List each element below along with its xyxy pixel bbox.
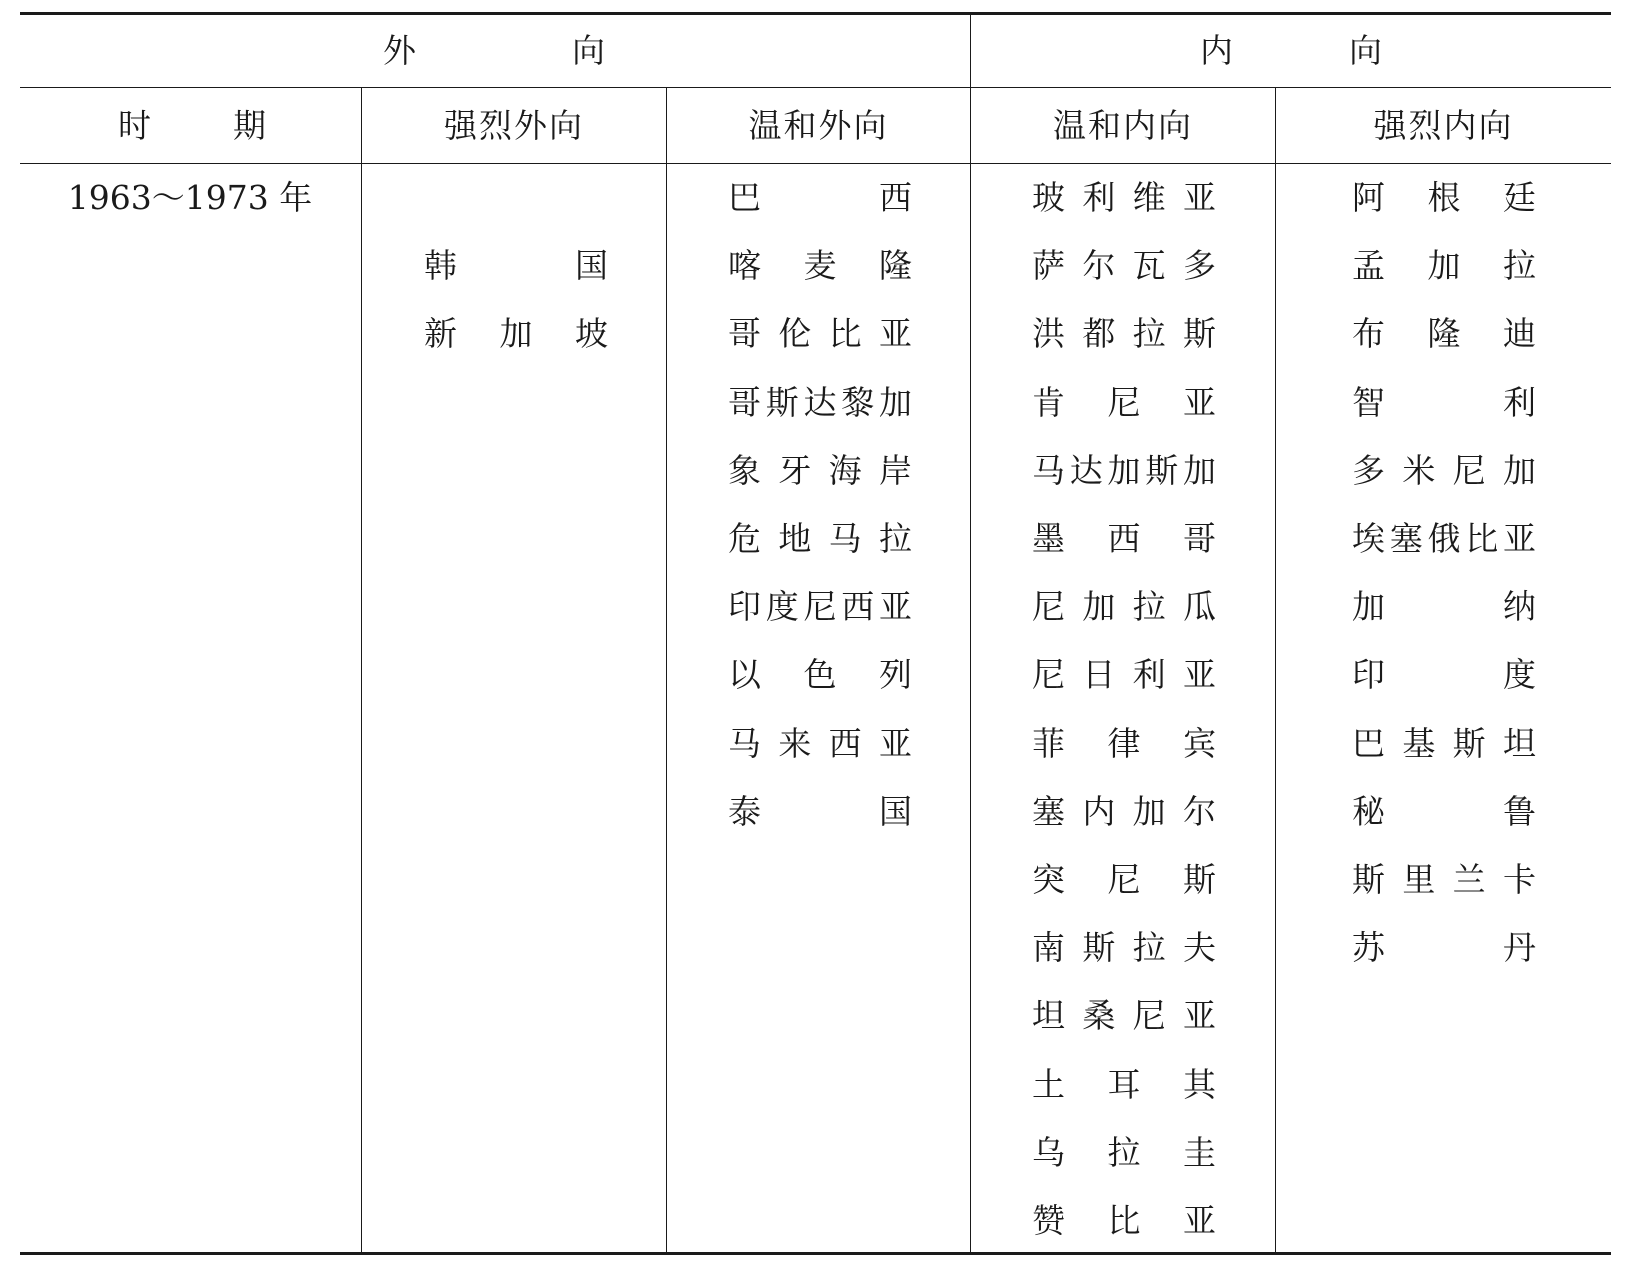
country-name: 布 隆 迪 xyxy=(1352,314,1536,354)
country-name: 韩 国 xyxy=(424,246,608,286)
header-rule-2 xyxy=(20,163,1611,164)
col-divider-4 xyxy=(1275,88,1276,1252)
header-inward: 内 向 xyxy=(1200,31,1382,70)
country-name: 泰 国 xyxy=(728,791,912,831)
header-moderate-outward: 温和外向 xyxy=(748,106,889,145)
country-name: 马 达 加 斯 加 xyxy=(1032,450,1216,490)
header-strong-inward: 强烈内向 xyxy=(1373,106,1514,145)
country-name: 智 利 xyxy=(1352,382,1536,422)
country-name: 萨 尔 瓦 多 xyxy=(1032,246,1216,286)
country-name: 哥 伦 比 亚 xyxy=(728,314,912,354)
col-divider-2 xyxy=(666,88,667,1252)
country-name: 哥 斯 达 黎 加 xyxy=(728,382,912,422)
country-name: 秘 鲁 xyxy=(1352,791,1536,831)
country-name: 多 米 尼 加 xyxy=(1352,450,1536,490)
country-name: 印 度 尼 西 亚 xyxy=(728,587,912,627)
country-name: 象 牙 海 岸 xyxy=(728,450,912,490)
col-divider-3 xyxy=(970,14,971,1252)
header-rule-1 xyxy=(20,87,1611,88)
country-name: 玻 利 维 亚 xyxy=(1032,178,1216,217)
country-name: 坦 桑 尼 亚 xyxy=(1032,996,1216,1036)
country-name: 以 色 列 xyxy=(728,655,912,695)
country-name: 洪 都 拉 斯 xyxy=(1032,314,1216,354)
country-name: 新 加 坡 xyxy=(424,314,608,354)
country-name: 孟 加 拉 xyxy=(1352,246,1536,286)
country-name: 墨 西 哥 xyxy=(1032,519,1216,558)
country-name: 苏 丹 xyxy=(1352,928,1536,968)
col-divider-1 xyxy=(361,88,362,1252)
country-name: 尼 加 拉 瓜 xyxy=(1032,587,1216,627)
country-name: 塞 内 加 尔 xyxy=(1032,791,1216,831)
country-name: 肯 尼 亚 xyxy=(1032,382,1216,422)
header-period: 时 期 xyxy=(118,106,266,145)
country-name: 加 纳 xyxy=(1352,587,1536,627)
header-outward: 外 向 xyxy=(383,31,605,70)
country-name: 埃 塞 俄 比 亚 xyxy=(1352,519,1536,558)
country-name: 南 斯 拉 夫 xyxy=(1032,928,1216,968)
country-name: 喀 麦 隆 xyxy=(728,246,912,286)
country-name: 危 地 马 拉 xyxy=(728,519,912,558)
country-name: 突 尼 斯 xyxy=(1032,860,1216,899)
country-name: 巴 西 xyxy=(728,178,912,217)
period-cell: 1963～1973 年 xyxy=(67,178,313,217)
country-name: 土 耳 其 xyxy=(1032,1064,1216,1104)
country-name: 尼 日 利 亚 xyxy=(1032,655,1216,695)
country-name: 菲 律 宾 xyxy=(1032,723,1216,763)
country-name: 赞 比 亚 xyxy=(1032,1201,1216,1240)
header-strong-outward: 强烈外向 xyxy=(444,106,584,145)
country-name: 阿 根 廷 xyxy=(1352,178,1536,217)
country-name: 乌 拉 圭 xyxy=(1032,1132,1216,1172)
country-name: 斯 里 兰 卡 xyxy=(1352,860,1536,899)
header-moderate-inward: 温和内向 xyxy=(1053,106,1193,145)
country-name: 马 来 西 亚 xyxy=(728,723,912,763)
country-name: 印 度 xyxy=(1352,655,1536,695)
bottom-rule xyxy=(20,1252,1611,1255)
country-name: 巴 基 斯 坦 xyxy=(1352,723,1536,763)
top-rule xyxy=(20,12,1611,15)
